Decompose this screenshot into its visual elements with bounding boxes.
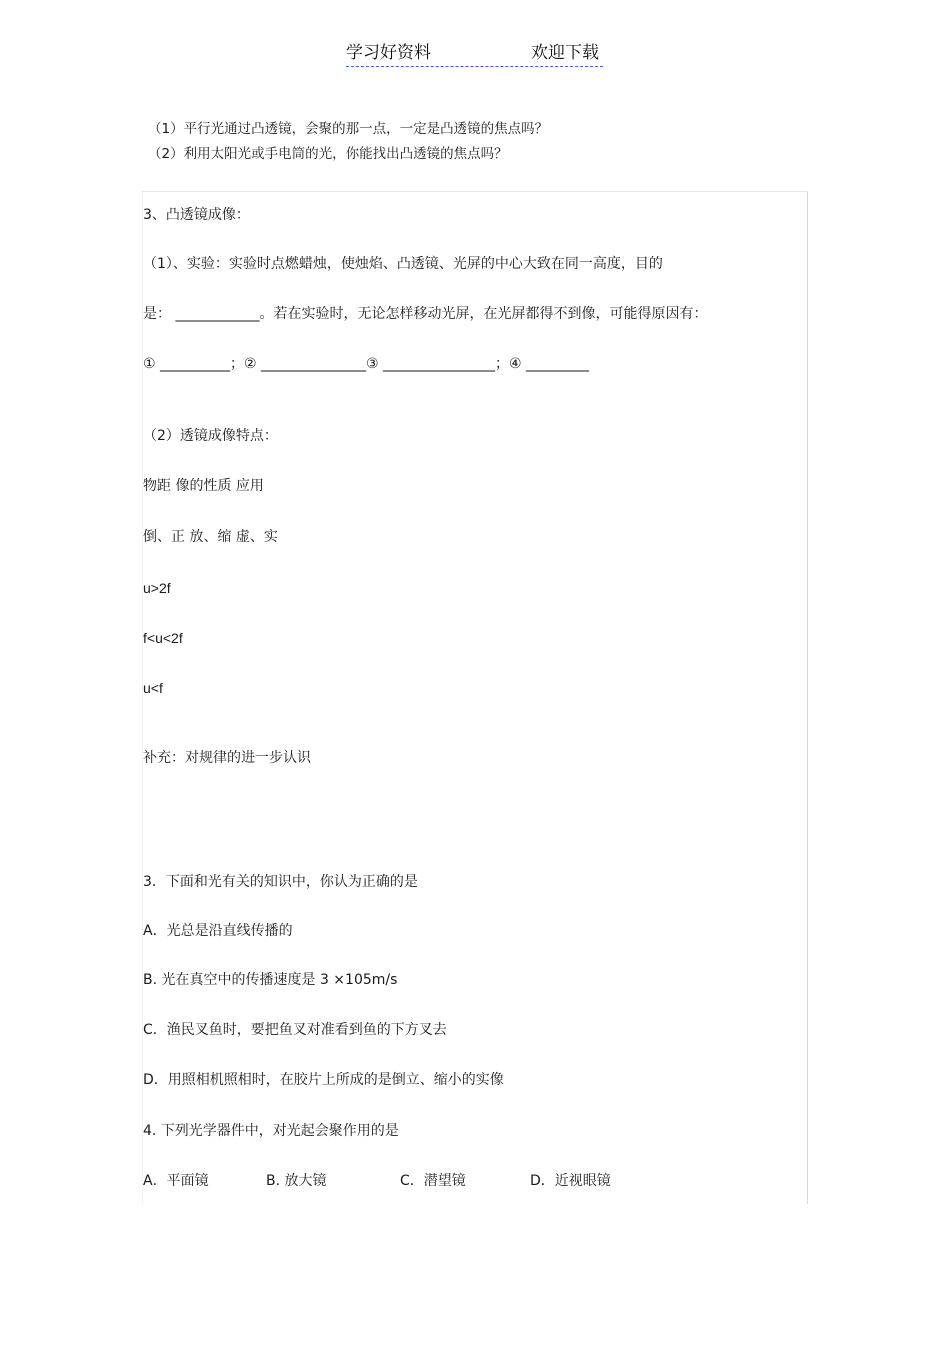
intro-question-2: （2）利用太阳光或手电筒的光，你能找出凸透镜的焦点吗？ xyxy=(148,146,508,162)
question-3-option-c: C．渔民叉鱼时，要把鱼叉对准看到鱼的下方叉去 xyxy=(143,1022,447,1038)
section3-title: 3、凸透镜成像： xyxy=(143,207,250,223)
header-right-text: 欢迎下载 xyxy=(531,43,599,63)
intro-question-1: （1）平行光通过凸透镜，会聚的那一点，一定是凸透镜的焦点吗？ xyxy=(148,121,549,137)
question-4-option-d: D．近视眼镜 xyxy=(530,1173,611,1189)
experiment-line-2: 是： ____________。若在实验时，无论怎样移动光屏，在光屏都得不到像，可能得原因有： xyxy=(143,306,708,322)
question-4-option-c: C．潜望镜 xyxy=(400,1173,466,1189)
question-3-stem: 3．下面和光有关的知识中，你认为正确的是 xyxy=(143,874,418,890)
table-row-f-lt-u-lt-2f: f<u<2f xyxy=(143,630,183,646)
page-header xyxy=(346,42,603,67)
question-3-option-d: D．用照相机照相时，在胶片上所成的是倒立、缩小的实像 xyxy=(143,1072,504,1088)
table-row-u-gt-2f: u>2f xyxy=(143,580,171,596)
header-left-text: 学习好资料 xyxy=(346,43,431,63)
table-row-u-lt-f: u<f xyxy=(143,680,163,696)
table-subheader: 倒、正 放、缩 虚、实 xyxy=(143,529,278,545)
features-title: （2）透镜成像特点： xyxy=(143,428,278,444)
question-4-stem: 4. 下列光学器件中，对光起会聚作用的是 xyxy=(143,1123,399,1139)
question-4-option-b: B. 放大镜 xyxy=(266,1173,327,1189)
question-3-option-a: A．光总是沿直线传播的 xyxy=(143,923,293,939)
content-frame xyxy=(142,191,808,1204)
question-3-option-b: B. 光在真空中的传播速度是 3 ×105m/s xyxy=(143,972,398,988)
experiment-line-3: ① __________；② _______________③ ________________；④ _________ xyxy=(143,356,590,372)
question-4-option-a: A．平面镜 xyxy=(143,1173,209,1189)
table-header: 物距 像的性质 应用 xyxy=(143,478,264,494)
experiment-line-1: （1）、实验：实验时点燃蜡烛，使烛焰、凸透镜、光屏的中心大致在同一高度，目的 xyxy=(143,256,663,272)
supplement-text: 补充：对规律的进一步认识 xyxy=(143,750,311,766)
